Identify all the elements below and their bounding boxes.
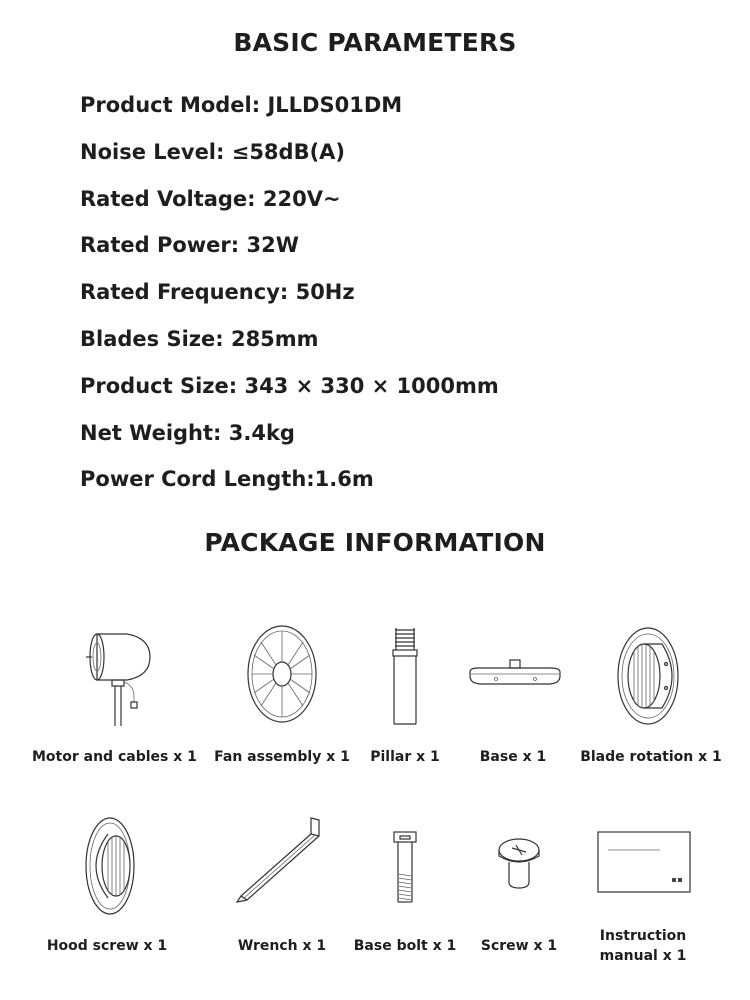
- parameter-list: [80, 89, 499, 510]
- param-power-cord-length: Power Cord Length:1.6m: [80, 467, 374, 492]
- package-item-label: Pillar x 1: [370, 749, 440, 765]
- instruction-manual-icon: [568, 810, 718, 908]
- package-item-base: [438, 620, 588, 767]
- package-item-label: Screw x 1: [480, 938, 558, 954]
- base-icon: [438, 620, 588, 728]
- param-blades-size: Blades Size: 285mm: [80, 326, 319, 351]
- param-product-size: Product Size: 343 × 330 × 1000mm: [80, 373, 499, 398]
- package-item-label: Hood screw x 1: [46, 938, 168, 954]
- motor-icon: [52, 620, 162, 728]
- param-noise-level: Noise Level: ≤58dB(A): [80, 139, 346, 164]
- package-item-blade-rotation: [576, 620, 726, 767]
- param-product-model: Product Model: JLLDS01DM: [80, 93, 403, 117]
- package-item-label: Instruction manual x 1: [599, 928, 687, 964]
- package-information-heading: PACKAGE INFORMATION: [204, 528, 546, 557]
- package-item-hood-screw: [32, 810, 182, 956]
- package-item-label: Base bolt x 1: [353, 938, 457, 954]
- param-rated-power: Rated Power: 32W: [80, 233, 299, 258]
- blade-rotation-icon: [576, 620, 726, 728]
- hood-screw-icon: [32, 810, 182, 918]
- basic-parameters-heading: BASIC PARAMETERS: [233, 28, 517, 57]
- package-item-label: Base x 1: [479, 749, 547, 765]
- param-net-weight: Net Weight: 3.4kg: [80, 420, 295, 445]
- param-rated-voltage: Rated Voltage: 220V~: [80, 186, 341, 211]
- package-item-label: Blade rotation x 1: [580, 749, 722, 765]
- fan-assembly-icon: [227, 620, 337, 728]
- package-item-instruction-manual: [568, 810, 718, 966]
- package-item-label: Fan assembly x 1: [214, 749, 350, 765]
- package-item-motor: [32, 620, 197, 767]
- package-item-label: Motor and cables x 1: [32, 749, 197, 765]
- package-item-label: Wrench x 1: [237, 938, 327, 954]
- param-rated-frequency: Rated Frequency: 50Hz: [80, 280, 355, 305]
